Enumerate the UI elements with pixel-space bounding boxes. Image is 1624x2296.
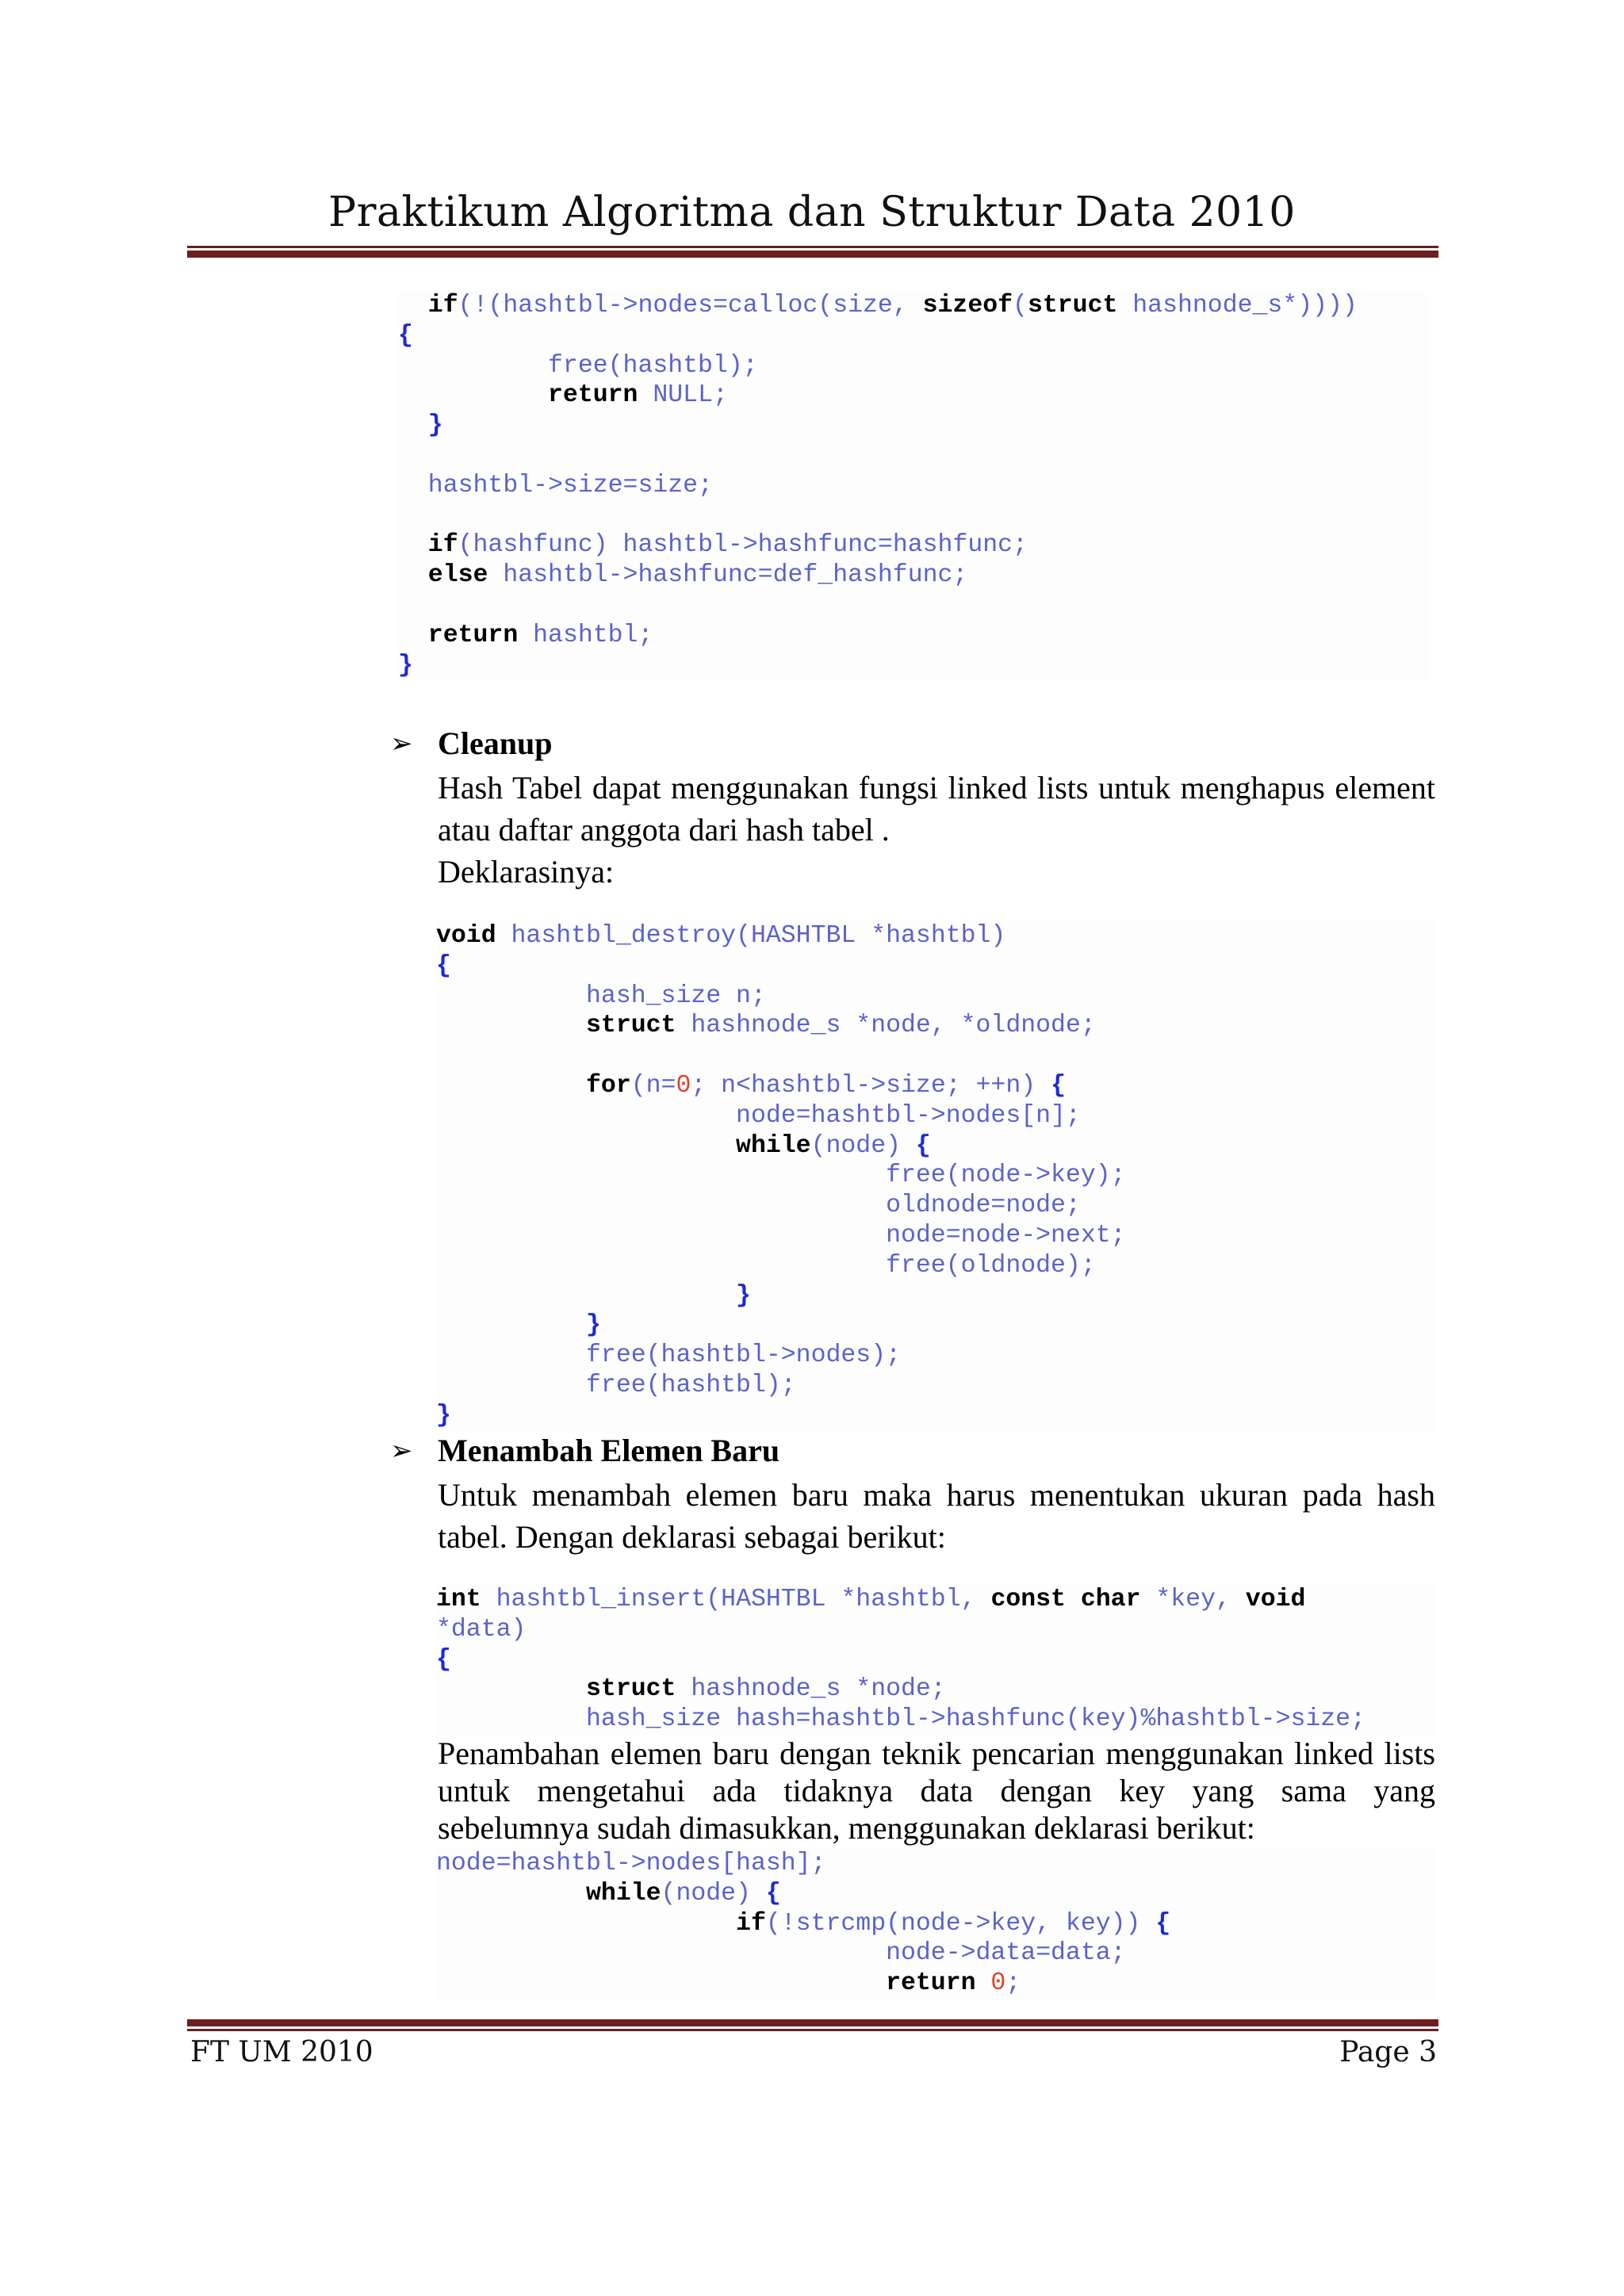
code-line: hash_size hash=hashtbl->hashfunc(key)%hashtbl->size;	[436, 1705, 1365, 1734]
header-rule-thick	[187, 251, 1438, 258]
code-line: {	[436, 1645, 451, 1674]
code-line: }	[398, 651, 413, 679]
footer-page-number: Page 3	[1339, 2036, 1437, 2068]
code-line: free(hashtbl->nodes);	[436, 1341, 901, 1370]
paragraph-line: Hash Tabel dapat menggunakan fungsi linked lists untuk menghapus element	[438, 770, 1435, 806]
code-line: void hashtbl_destroy(HASHTBL *hashtbl)	[436, 922, 1006, 950]
cleanup-paragraph	[438, 767, 1435, 851]
code-line: free(hashtbl);	[436, 1371, 796, 1399]
code-line: }	[436, 1281, 751, 1310]
paragraph-line: sebelumnya sudah dimasukkan, menggunakan deklarasi berikut:	[438, 1810, 1255, 1846]
code-line: return 0;	[436, 1969, 1021, 1998]
code-line: struct hashnode_s *node;	[436, 1675, 946, 1704]
code-line: }	[398, 411, 443, 440]
paragraph-line: untuk mengetahui ada tidaknya data dengan key yang sama yang	[438, 1773, 1435, 1808]
section-heading-insert: Menambah Elemen Baru	[438, 1433, 780, 1468]
code-line: node=hashtbl->nodes[hash];	[436, 1850, 826, 1877]
bullet-arrow-icon: ➢	[390, 728, 413, 760]
code-line: while(node) {	[436, 1131, 931, 1160]
code-line: if(hashfunc) hashtbl->hashfunc=hashfunc;	[398, 531, 1028, 560]
bullet-arrow-icon: ➢	[390, 1435, 413, 1467]
paragraph-line: atau daftar anggota dari hash tabel .	[438, 812, 890, 848]
cleanup-declaration-label: Deklarasinya:	[438, 854, 615, 890]
insert-paragraph-2	[438, 1735, 1435, 1846]
paragraph-line: tabel. Dengan deklarasi sebagai berikut:	[438, 1519, 946, 1555]
footer-left-text: FT UM 2010	[190, 2036, 373, 2068]
paragraph-line: Penambahan elemen baru dengan teknik pencarian menggunakan linked lists	[438, 1735, 1435, 1771]
code-line: int hashtbl_insert(HASHTBL *hashtbl, const char *key, void	[436, 1586, 1306, 1613]
code-line: node->data=data;	[436, 1939, 1126, 1968]
code-line: free(hashtbl);	[398, 351, 758, 380]
code-line: node=hashtbl->nodes[n];	[436, 1101, 1081, 1130]
header-rule-thin	[187, 246, 1438, 248]
insert-paragraph	[438, 1474, 1435, 1558]
code-line: node=node->next;	[436, 1221, 1126, 1249]
code-block-insert-loop	[436, 1849, 1435, 1999]
footer-rule-thin	[187, 2019, 1438, 2026]
footer-rule-thick	[187, 2029, 1438, 2031]
code-line: hashtbl->size=size;	[398, 471, 713, 499]
code-line: oldnode=node;	[436, 1192, 1081, 1220]
section-heading-cleanup: Cleanup	[438, 725, 553, 761]
code-line: for(n=0; n<hashtbl->size; ++n) {	[436, 1071, 1066, 1100]
code-line: *data)	[436, 1615, 527, 1644]
page-header-title: Praktikum Algoritma dan Struktur Data 2010	[328, 189, 1296, 236]
code-block-destroy	[436, 921, 1435, 1431]
code-block-create-tail	[398, 291, 1429, 680]
code-line: if(!strcmp(node->key, key)) {	[436, 1909, 1171, 1938]
code-line: return hashtbl;	[398, 621, 653, 649]
code-line: free(node->key);	[436, 1161, 1126, 1190]
paragraph-line: Untuk menambah elemen baru maka harus menentukan ukuran pada hash	[438, 1477, 1435, 1513]
code-line: else hashtbl->hashfunc=def_hashfunc;	[398, 561, 968, 590]
code-line: while(node) {	[436, 1879, 781, 1908]
code-line: }	[436, 1401, 451, 1429]
code-line: free(oldnode);	[436, 1251, 1096, 1280]
code-block-insert-head	[436, 1585, 1435, 1735]
code-line: {	[436, 951, 451, 980]
code-line: struct hashnode_s *node, *oldnode;	[436, 1012, 1096, 1040]
code-line: return NULL;	[398, 381, 728, 410]
code-line: if(!(hashtbl->nodes=calloc(size, sizeof(struct hashnode_s*))))	[398, 292, 1358, 320]
code-line: }	[436, 1311, 601, 1340]
code-line: {	[398, 321, 413, 350]
code-line: hash_size n;	[436, 982, 766, 1010]
